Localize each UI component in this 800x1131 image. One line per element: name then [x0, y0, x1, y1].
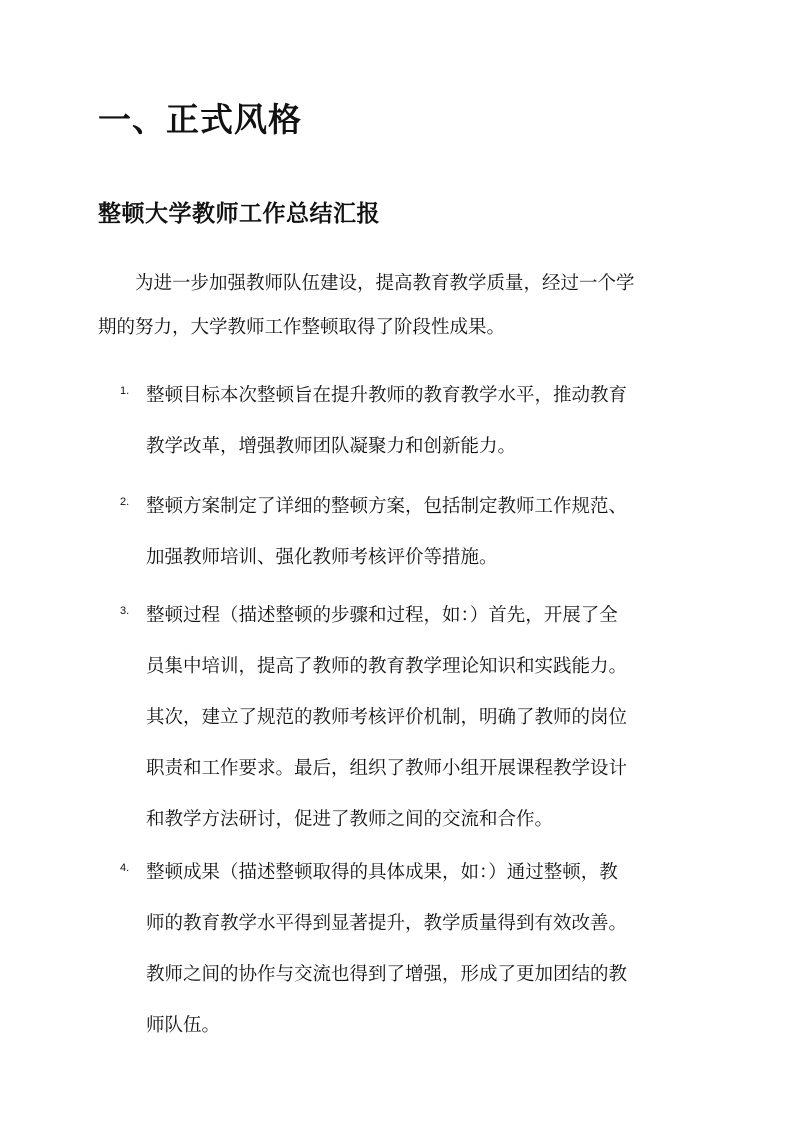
list-item-line: 整顿成果（描述整顿取得的具体成果，如：）通过整顿，教: [146, 862, 618, 883]
list-item-line: 职责和工作要求。最后，组织了教师小组开展课程教学设计: [146, 758, 628, 779]
list-item-line: 整顿方案制定了详细的整顿方案，包括制定教师工作规范、: [146, 496, 628, 517]
list-item-number: 3.: [120, 605, 130, 617]
list-item-text: [146, 590, 706, 845]
list-item-line: 员集中培训，提高了教师的教育教学理论知识和实践能力。: [146, 656, 628, 677]
list-item-number: 2.: [120, 496, 130, 508]
list-item-number: 4.: [120, 862, 130, 874]
intro-line: 为进一步加强教师队伍建设，提高教育教学质量，经过一个学: [135, 273, 635, 294]
list-item-line: 加强教师培训、强化教师考核评价等措施。: [146, 547, 498, 568]
list-item-line: 整顿目标本次整顿旨在提升教师的教育教学水平，推动教育: [146, 385, 628, 406]
list-item-line: 教学改革，增强教师团队凝聚力和创新能力。: [146, 436, 517, 457]
intro-paragraph: [98, 262, 708, 350]
list-item-line: 师队伍。: [146, 1015, 221, 1036]
list-item-text: [146, 847, 706, 1051]
list-item-line: 其次，建立了规范的教师考核评价机制，明确了教师的岗位: [146, 707, 628, 728]
section-heading: 一、正式风格: [98, 100, 302, 139]
list-item-line: 师的教育教学水平得到显著提升，教学质量得到有效改善。: [146, 913, 628, 934]
list-item-number: 1.: [120, 385, 130, 397]
list-item-text: [146, 481, 706, 583]
intro-line: 期的努力，大学教师工作整顿取得了阶段性成果。: [98, 317, 506, 338]
list-item-line: 教师之间的协作与交流也得到了增强，形成了更加团结的教: [146, 964, 628, 985]
list-item-line: 和教学方法研讨，促进了教师之间的交流和合作。: [146, 809, 554, 830]
document-title: 整顿大学教师工作总结汇报: [98, 201, 380, 227]
list-item-text: [146, 370, 706, 472]
list-item-line: 整顿过程（描述整顿的步骤和过程，如：）首先，开展了全: [146, 605, 618, 626]
